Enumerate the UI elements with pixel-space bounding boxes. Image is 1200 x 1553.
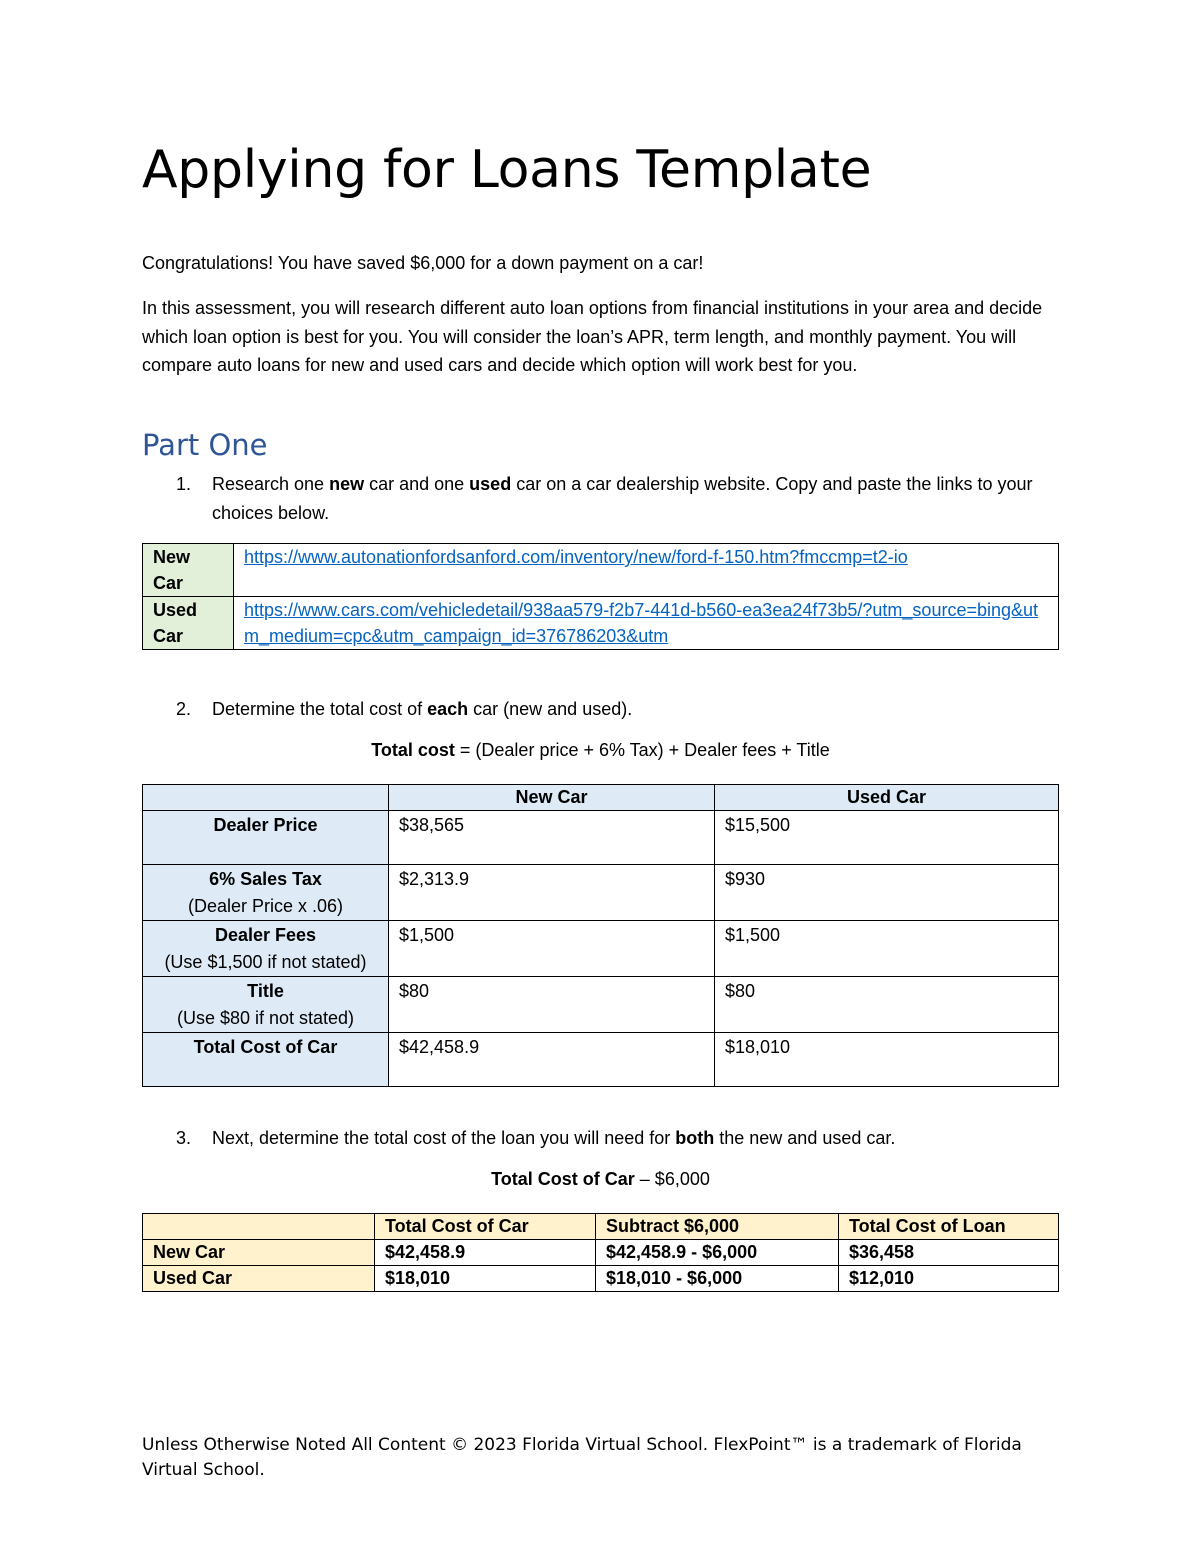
row-label-sub: (Use $80 if not stated) (176, 1008, 355, 1028)
row-label-main: Title (247, 981, 284, 1001)
step-1-text-b: car and one (364, 474, 470, 494)
header-total-cost-of-loan: Total Cost of Loan (839, 1214, 1059, 1240)
cost-table-header (143, 785, 1059, 811)
loan-cost-formula (142, 1169, 1059, 1190)
step-1-text-c: car on a car dealership website. Copy and paste the links to your choices below. (212, 474, 1033, 523)
header-new-car: New Car (389, 785, 715, 811)
row-label (143, 977, 389, 1033)
formula-bold: Total Cost of Car (491, 1169, 635, 1189)
table-row (143, 1033, 1059, 1087)
table-row (143, 921, 1059, 977)
step-2-text-a: Determine the total cost of (212, 699, 428, 719)
used-car-link[interactable]: https://www.cars.com/vehicledetail/938aa579-f2b7-441d-b560-ea3ea24f73b5/?utm_source=bing&utm_medium=cpc&utm_campaign_id=376786203&utm (244, 600, 1039, 646)
table-row (143, 544, 1059, 597)
loan-table-header (143, 1214, 1059, 1240)
formula-rest: – $6,000 (634, 1169, 710, 1189)
used-car-label: Used Car (143, 597, 234, 650)
used-car-value: $1,500 (715, 921, 1059, 977)
part-one-heading: Part One (142, 428, 268, 462)
car-links-table (142, 543, 1059, 650)
step-3-text-a: Next, determine the total cost of the loan you will need for (212, 1128, 676, 1148)
step-2-text (212, 695, 1057, 724)
row-label-sub: (Use $1,500 if not stated) (164, 952, 367, 972)
row-label-sub: (Dealer Price x .06) (187, 896, 344, 916)
new-car-value: $1,500 (389, 921, 715, 977)
total-cost-formula (142, 740, 1059, 761)
loan-table (142, 1213, 1059, 1292)
loan-value: $12,010 (839, 1266, 1059, 1292)
formula-bold: Total cost (371, 740, 455, 760)
header-total-cost-of-car: Total Cost of Car (375, 1214, 596, 1240)
header-used-car: Used Car (715, 785, 1059, 811)
cost-value: $42,458.9 (375, 1240, 596, 1266)
row-label-main: Total Cost of Car (193, 1037, 338, 1057)
row-label-main: Dealer Fees (214, 925, 317, 945)
step-1-bold-used: used (469, 474, 512, 494)
row-label-main: Dealer Price (213, 815, 318, 835)
step-3-text-b: the new and used car. (714, 1128, 896, 1148)
step-1-number: 1. (176, 474, 192, 494)
step-1-text-a: Research one (212, 474, 330, 494)
new-car-link[interactable]: https://www.autonationfordsanford.com/inventory/new/ford-f-150.htm?fmccmp=t2-io (244, 547, 908, 567)
new-car-value: $38,565 (389, 811, 715, 865)
new-car-value: $42,458.9 (389, 1033, 715, 1087)
table-row (143, 597, 1059, 650)
step-2-bold-each: each (427, 699, 469, 719)
step-1-text (212, 470, 1057, 527)
new-car-label: New Car (143, 544, 234, 597)
row-label: Used Car (143, 1266, 375, 1292)
loan-value: $36,458 (839, 1240, 1059, 1266)
table-row (143, 811, 1059, 865)
step-3-text (212, 1124, 1057, 1153)
cost-value: $18,010 (375, 1266, 596, 1292)
row-label (143, 921, 389, 977)
header-empty (143, 785, 389, 811)
used-car-value: $15,500 (715, 811, 1059, 865)
header-empty (143, 1214, 375, 1240)
subtract-value: $42,458.9 - $6,000 (596, 1240, 839, 1266)
step-2-text-b: car (new and used). (468, 699, 633, 719)
row-label (143, 865, 389, 921)
step-2-number: 2. (176, 699, 192, 719)
intro-paragraph: In this assessment, you will research different auto loan options from financial institutions in your area and decide which loan option is best for you. You will consider the loan’s APR, term length, and monthly payment. You will compare auto loans for new and used cars and decide which option will work best for you. (142, 298, 1043, 375)
footer-copyright: Unless Otherwise Noted All Content © 2023 Florida Virtual School. FlexPoint™ is a trademark of Florida Virtual School. (142, 1435, 1022, 1480)
table-row (143, 1240, 1059, 1266)
step-3-bold-both: both (675, 1128, 715, 1148)
used-car-value: $80 (715, 977, 1059, 1033)
table-row (143, 1266, 1059, 1292)
row-label-main: 6% Sales Tax (209, 869, 322, 889)
new-car-value: $80 (389, 977, 715, 1033)
used-car-link-cell (234, 597, 1059, 650)
row-label: New Car (143, 1240, 375, 1266)
cost-table (142, 784, 1059, 1087)
step-3-number: 3. (176, 1128, 192, 1148)
new-car-value: $2,313.9 (389, 865, 715, 921)
used-car-value: $18,010 (715, 1033, 1059, 1087)
page-title: Applying for Loans Template (142, 140, 872, 200)
step-1-bold-new: new (329, 474, 365, 494)
table-row (143, 865, 1059, 921)
table-row (143, 977, 1059, 1033)
used-car-value: $930 (715, 865, 1059, 921)
row-label (143, 811, 389, 865)
subtract-value: $18,010 - $6,000 (596, 1266, 839, 1292)
formula-rest: = (Dealer price + 6% Tax) + Dealer fees + Title (454, 740, 830, 760)
header-subtract: Subtract $6,000 (596, 1214, 839, 1240)
congrats-text: Congratulations! You have saved $6,000 for a down payment on a car! (142, 253, 704, 273)
row-label (143, 1033, 389, 1087)
new-car-link-cell (234, 544, 1059, 597)
